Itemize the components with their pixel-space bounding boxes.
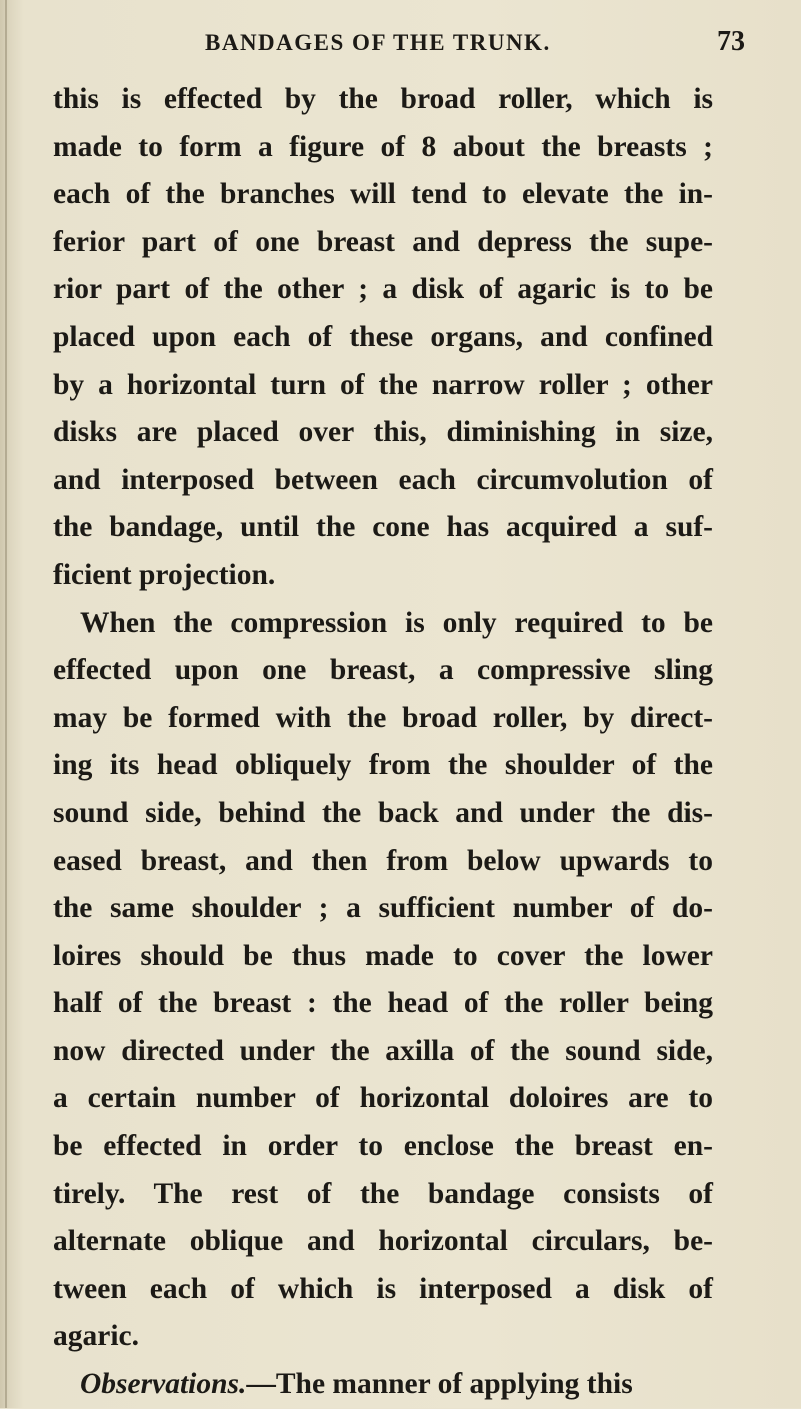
text-line: tween each of which is interposed a disk of [53, 1272, 713, 1305]
text-line: now directed under the axilla of the sound side, [53, 1034, 713, 1067]
observations-label: Observations. [80, 1368, 247, 1401]
text-line: disks are placed over this, diminishing in size, [53, 416, 713, 449]
text-line: agaric. [53, 1320, 140, 1353]
running-title: BANDAGES OF THE TRUNK. [205, 30, 551, 55]
text-line: effected upon one breast, a compressive sling [53, 654, 713, 687]
page-number: 73 [717, 26, 745, 57]
text-line: half of the breast : the head of the roller being [53, 987, 713, 1020]
text-line: by a horizontal turn of the narrow roller ; other [53, 368, 713, 401]
text-line: alternate oblique and horizontal circulars, be- [53, 1225, 713, 1258]
body-text [53, 76, 713, 1409]
running-head [0, 22, 801, 62]
text-line: ficient projection. [53, 558, 276, 591]
text-line: ferior part of one breast and depress the supe- [53, 225, 713, 258]
text-line: ing its head obliquely from the shoulder of the [53, 749, 713, 782]
text-line: and interposed between each circumvolution of [53, 463, 713, 496]
text-line: placed upon each of these organs, and confined [53, 320, 713, 353]
text-line: the bandage, until the cone has acquired a suf- [53, 511, 713, 544]
text-line: a certain number of horizontal doloires are to [53, 1082, 713, 1115]
text-line: When the compression is only required to be [80, 606, 713, 639]
text-line: the same shoulder ; a sufficient number of do- [53, 892, 713, 925]
observations-text: —The manner of applying this [246, 1368, 633, 1401]
text-line: sound side, behind the back and under the dis- [53, 796, 713, 829]
page-gutter-edge [5, 0, 7, 1408]
text-line: tirely. The rest of the bandage consists of [53, 1177, 713, 1210]
text-line: this is effected by the broad roller, which is [53, 83, 713, 115]
text-line: made to form a figure of 8 about the breasts ; [53, 130, 713, 163]
text-line: may be formed with the broad roller, by direct- [53, 701, 713, 734]
text-line: loires should be thus made to cover the lower [53, 939, 713, 972]
text-line: rior part of the other ; a disk of agaric is to be [53, 273, 713, 306]
observations-line [53, 1361, 713, 1409]
text-line: be effected in order to enclose the breast en- [53, 1130, 713, 1163]
text-line: each of the branches will tend to elevate the in- [53, 178, 713, 211]
text-line: eased breast, and then from below upwards to [53, 844, 713, 877]
